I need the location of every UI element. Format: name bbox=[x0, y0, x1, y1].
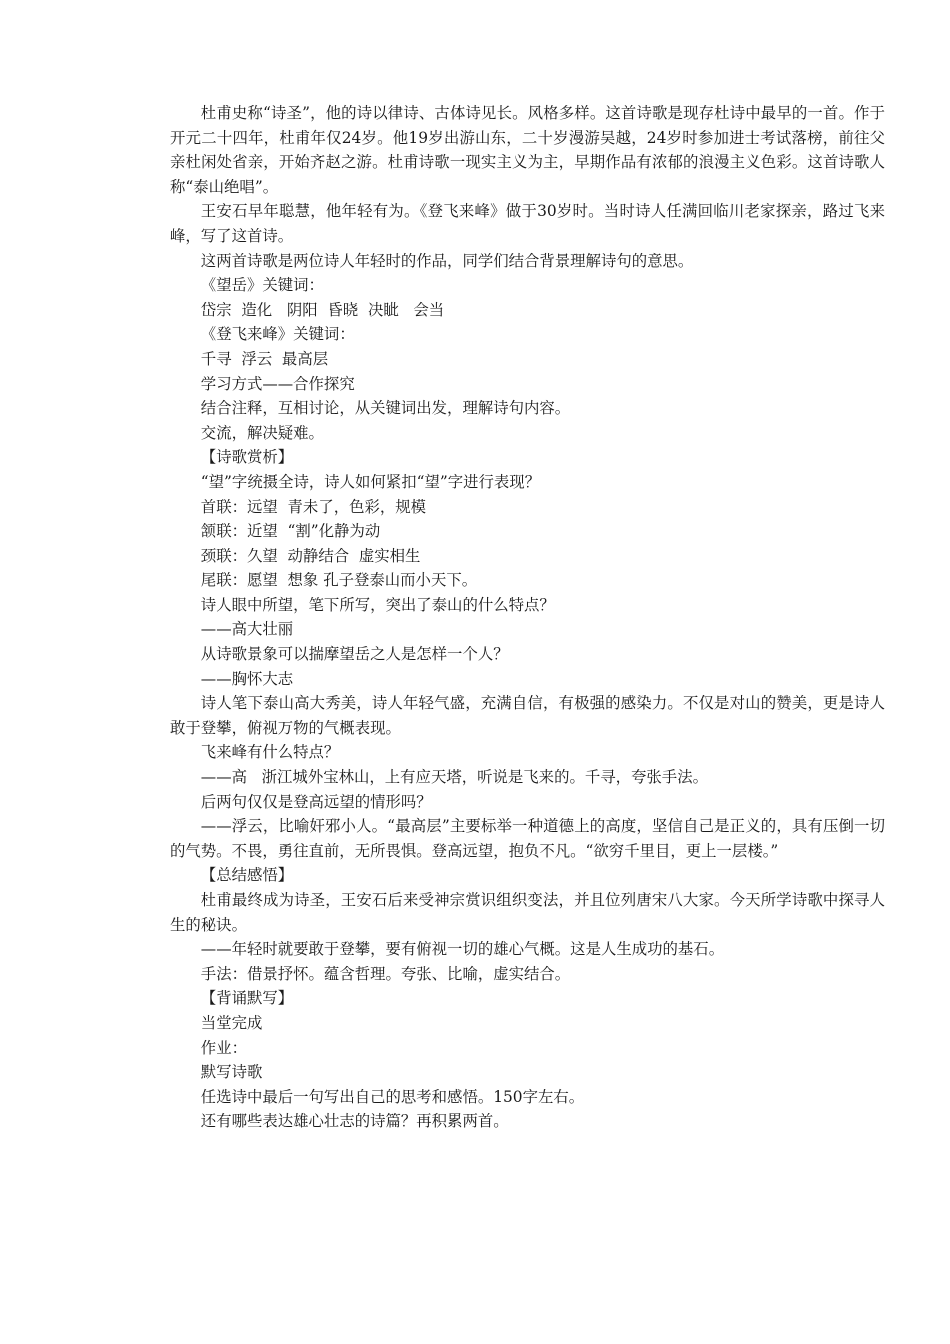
paragraph-wang-question: “望”字统摄全诗，诗人如何紧扣“望”字进行表现？ bbox=[200, 472, 541, 491]
paragraph-second-couplet: 颔联：近望 “割”化静为动 bbox=[200, 522, 381, 541]
paragraph-taishan-summary: 诗人笔下泰山高大秀美，诗人年轻气盛，充满自信，有极强的感染力。不仅是对山的赞美，更是诗人敢于登攀，俯视万物的气概表现。 bbox=[170, 694, 885, 737]
paragraph-person-question: 从诗歌景象可以揣摩望岳之人是怎样一个人？ bbox=[200, 645, 509, 664]
paragraph-feilaifeng-answer: ——高 浙江城外宝林山，上有应天塔，听说是飞来的。千寻，夸张手法。 bbox=[200, 768, 708, 787]
paragraph-homework-reflection: 任选诗中最后一句写出自己的思考和感悟。150字左右。 bbox=[200, 1087, 585, 1106]
paragraph-last-couplet: 尾联：愿望 想象 孔子登泰山而小天下。 bbox=[200, 571, 478, 590]
paragraph-du-fu-intro: 杜甫史称“诗圣”，他的诗以律诗、古体诗见长。风格多样。这首诗歌是现存杜诗中最早的一首。作于开元二十四年，杜甫年仅24岁。他19岁出游山东，二十岁漫游吴越，24岁时参加进士考试落榜，前往父亲杜闲处省亲，开始齐赵之游。杜甫诗歌一现实主义为主，早期作品有浓郁的浪漫主义色彩。这首诗歌人称“泰山绝唱”。 bbox=[170, 104, 885, 196]
paragraph-homework-dictation: 默写诗歌 bbox=[200, 1063, 263, 1082]
paragraph-feature-answer: ——高大壮丽 bbox=[200, 620, 294, 639]
heading-poem-appreciation: 【诗歌赏析】 bbox=[200, 448, 294, 467]
paragraph-last-lines-answer: ——浮云，比喻奸邪小人。“最高层”主要标举一种道德上的高度，坚信自己是正义的，具有压倒一切的气势。不畏，勇往直前，无所畏惧。登高远望，抱负不凡。“欲穷千里目，更上一层楼。” bbox=[170, 817, 885, 860]
paragraph-study-method: 学习方式——合作探究 bbox=[200, 374, 355, 393]
paragraph-person-answer: ——胸怀大志 bbox=[200, 669, 294, 688]
paragraph-summary-lesson: ——年轻时就要敢于登攀，要有俯视一切的雄心气概。这是人生成功的基石。 bbox=[200, 940, 725, 959]
paragraph-techniques: 手法：借景抒怀。蕴含哲理。夸张、比喻，虚实结合。 bbox=[200, 964, 571, 983]
paragraph-feature-question: 诗人眼中所望，笔下所写，突出了泰山的什么特点？ bbox=[200, 595, 555, 614]
paragraph-homework-accumulate: 还有哪些表达雄心壮志的诗篇？再积累两首。 bbox=[200, 1112, 509, 1131]
paragraph-wangyue-keywords-title: 《望岳》关键词： bbox=[200, 276, 324, 295]
paragraph-dengfeilaifeng-keywords-title: 《登飞来峰》关键词： bbox=[200, 325, 355, 344]
paragraph-discussion: 结合注释，互相讨论，从关键词出发，理解诗句内容。 bbox=[200, 399, 571, 418]
paragraph-homework-label: 作业： bbox=[200, 1038, 247, 1057]
paragraph-first-couplet: 首联：远望 青未了，色彩，规模 bbox=[200, 497, 427, 516]
paragraph-background-note: 这两首诗歌是两位诗人年轻时的作品，同学们结合背景理解诗句的意思。 bbox=[200, 251, 694, 270]
paragraph-complete-in-class: 当堂完成 bbox=[200, 1013, 263, 1032]
paragraph-feilaifeng-question: 飞来峰有什么特点？ bbox=[200, 743, 340, 762]
paragraph-wang-anshi-intro: 王安石早年聪慧，他年轻有为。《登飞来峰》做于30岁时。当时诗人任满回临川老家探亲，路过飞来峰，写了这首诗。 bbox=[170, 202, 885, 245]
paragraph-last-lines-question: 后两句仅仅是登高远望的情形吗？ bbox=[200, 792, 432, 811]
paragraph-dengfeilaifeng-keywords: 千寻 浮云 最高层 bbox=[200, 349, 329, 368]
paragraph-summary-text: 杜甫最终成为诗圣，王安石后来受神宗赏识组织变法，并且位列唐宋八大家。今天所学诗歌中探寻人生的秘诀。 bbox=[170, 891, 885, 934]
paragraph-wangyue-keywords: 岱宗 造化 阴阳 昏晓 决眦 会当 bbox=[200, 300, 445, 319]
heading-summary: 【总结感悟】 bbox=[200, 866, 294, 885]
heading-recite: 【背诵默写】 bbox=[200, 989, 294, 1008]
paragraph-third-couplet: 颈联：久望 动静结合 虚实相生 bbox=[200, 546, 421, 565]
paragraph-exchange: 交流，解决疑难。 bbox=[200, 423, 324, 442]
document-page bbox=[170, 101, 885, 1134]
